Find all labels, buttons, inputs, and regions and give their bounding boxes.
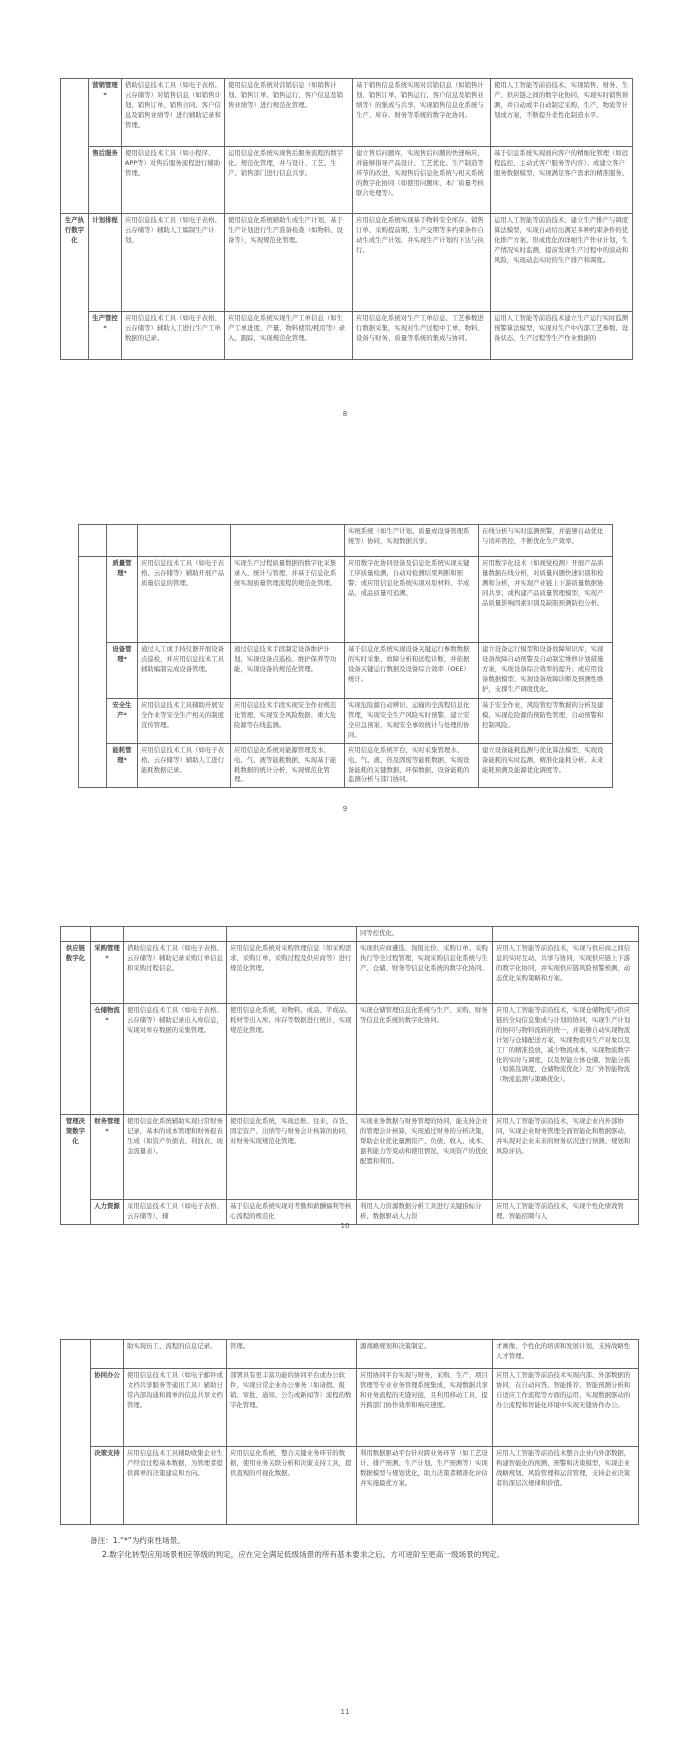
level-3-cell: 应用信息化系统实现基于物料安全库存、销售订单、采购提前期、生产交期等多约束条件自动生成生产计划，并实现生产计划的下达与执行。 xyxy=(353,214,491,312)
level-3-cell: 利用人力资源数据分析工具进行关键指标分析、数据驱动人力资 xyxy=(357,1199,493,1224)
level-3-cell: 实现供应商遴选、询报比价、采购订单、采购执行等全过程管理，实现采购信息化系统与生产、仓储、财务等信息化系统的数字化协同。 xyxy=(357,941,493,1003)
level-4-cell: 在线分析与实时监测预警，并能够自动优化与闭环管控，不断优化生产效率。 xyxy=(479,525,613,557)
scene-cell xyxy=(91,1340,124,1369)
scene-cell: 决策支持 xyxy=(91,1447,124,1525)
level-1-cell xyxy=(124,927,227,942)
level-3-cell: 实统系统（如生产计划、质量或设备管理系统等）协同，实现数据共享。 xyxy=(345,525,479,557)
level-4-cell: 应用人工智能等前沿技术，实现与供应商之间信息的实时互动、共享与协同，实现供应链上下游的数字化协同，并实现供应链风险预警预测、动态优化采购策略和方案。 xyxy=(493,941,639,1003)
level-2-cell: 使用信息化系统辅助生成生产计划，基于生产计划进行生产准备检查（如物料、设备等），实现规范化管理。 xyxy=(225,214,353,312)
level-2-cell: 运用信息化系统实现售后服务流程的数字化、规范化管理，并与设计、工艺、生产、销售部门进行信息共享。 xyxy=(225,147,353,214)
scene-cell: 能耗管理* xyxy=(107,743,138,788)
table-row xyxy=(79,699,613,744)
table-row xyxy=(61,147,633,214)
level-1-cell: 应用信息技术工具辅助收集企业生产经营过程基本数据，为管理者提供简单的决策建议和方向。 xyxy=(124,1447,227,1525)
scene-cell: 人力资源 xyxy=(91,1199,124,1224)
level-4-cell xyxy=(493,927,639,942)
level-1-cell: 通过人工或手持仪器开展设备点巡检，并应用信息技术工具辅助编制完成设备管理。 xyxy=(138,643,231,699)
footnotes xyxy=(90,1534,504,1563)
level-4-cell: 建立设备运行模型和设备故障知识库，实现设备故障自动预警及自动制定维修计划措施方案，实现设备综合效率的提升；或应用设备数据模型，实现设备故障诊断及预测性维护，支撑生产调度优化。 xyxy=(479,643,613,699)
level-3-cell: 利用数据驱动平台针对跨业务环节（如工艺设计、排产预测、生产计划、生产预测等）实现数据模型与规划优化，助力决策者精准化评估并实施最优方案。 xyxy=(357,1447,493,1525)
level-4-cell: 建立设备能耗监测与优化算法模型，实现设备能耗的实时监测，精准化能耗分析、未来能耗预测及能源优化调度等。 xyxy=(479,743,613,788)
scene-cell: 生产管控* xyxy=(89,312,122,360)
page-number: 10 xyxy=(340,1222,350,1230)
table-row xyxy=(61,1447,639,1525)
level-1-cell: 使用信息技术工具（如小程序、APP等）对售后服务流程进行辅助管理。 xyxy=(122,147,225,214)
level-3-cell: 实现业务数据与财务管理的协同，能支持企业的管理会计核算，实现通过财务的分析决策，帮助企业优化量测资产、负债、收入、成本、盈利能力等变动和使用情况，实现资产的优化配置和利用。 xyxy=(357,1114,493,1199)
domain-cell: 管理决策数字化 xyxy=(61,1114,91,1224)
level-2-cell: 通过信息技术手段制定设备维护计划，实现设备点巡检、维护保养等功能，实现设备的规范化管理。 xyxy=(231,643,345,699)
level-2-cell xyxy=(231,525,345,557)
level-2-cell: 管理。 xyxy=(227,1340,357,1369)
scene-cell xyxy=(107,525,138,557)
level-1-cell: 应用信息技术工具（如电子表格、云存储等）辅助人工进行生产工单数据的记录。 xyxy=(122,312,225,360)
table-row xyxy=(79,557,613,643)
table-page-10 xyxy=(60,926,639,1225)
table-row xyxy=(61,927,639,942)
page-number: 11 xyxy=(340,1708,350,1716)
level-2-cell: 应用信息化系统，整合关键业务环节的数据，使用业务关联分析和决策支持工具，提供直观的可视化数据。 xyxy=(227,1447,357,1525)
level-4-cell: 应用人工智能等前沿技术，实现企业内外部协同，实现企业财务管理全面智能化和数据驱动，并实现对企业未来的财务状况进行预测、规划和风险评估。 xyxy=(493,1114,639,1199)
scene-cell: 营销管理* xyxy=(89,79,122,147)
level-1-cell: 应用信息技术工具（如电子表格、云存储等）辅助人工编制生产计划。 xyxy=(122,214,225,312)
level-4-cell: 基于信息系统实现面向客户的精细化管理（如远程监控、主动式客户服务等内容）；或建立客户服务数据模型，实现满足客户需求的精准服务。 xyxy=(491,147,633,214)
level-3-cell: 实现危险源自动辨识、运输的全流程信息化管理，实现安全生产风险实时预警，建立安全应急预案，实现安全事故统计与处理的协同。 xyxy=(345,699,479,744)
table-row xyxy=(61,1114,639,1199)
level-3-cell: 同等控优化。 xyxy=(357,927,493,942)
level-3-cell: 建立售后问题库，实现售后问题的快速响应，并能够指导产品设计、工艺优化、生产制造等环节的改进，实现售后信息化系统与相关系统的数字化协同（如使用问题库、本厂质量考核联合处理等）。 xyxy=(353,147,491,214)
level-3-cell: 基于信息化系统实现设备关键运行参数数据的实时采集、故障分析和远程诊断，并依据设备关键运行数据及设备综合效率（OEE）统计。 xyxy=(345,643,479,699)
table-page-11 xyxy=(60,1339,639,1525)
page-number: 9 xyxy=(342,805,348,813)
level-2-cell: 基于信息化系统实现对考勤和薪酬福利等核心流程的规范化 xyxy=(227,1199,357,1224)
level-3-cell: 应用协同平台实现与财务、采购、生产、项目管理等专业业务管理系统集成，实现数据共享和业务流程的无缝对接，且利用移动工具，提升跨部门协作效率和响应速度。 xyxy=(357,1369,493,1447)
domain-cell xyxy=(61,1340,91,1525)
level-3-cell: 基于销售信息系统实现对营销信息（如销售计划、销售订单、销售运行、客户信息及销售业绩等）的集成与共享，实现销售信息化系统与生产、库存、财务等系统的数字化协同。 xyxy=(353,79,491,147)
level-2-cell: 应用信息技术手段实现安全作业规范化管理，实现安全风险数据、重大危险源等在线监测。 xyxy=(231,699,345,744)
level-1-cell: 使用信息技术工具（如电子表格、云存储等）辅助记录出入库信息，实现对库存数据的采集管理。 xyxy=(124,1003,227,1114)
level-1-cell: 应用信息技术工具（如电子表格、云存储等）辅助开展产品质量信息的管理。 xyxy=(138,557,231,643)
scene-cell: 协同办公 xyxy=(91,1369,124,1447)
level-1-cell: 使用信息技术工具（如电子邮件或文档共享服务等通讯工具）辅助日常内部沟通和简单的信息共享文档管理。 xyxy=(124,1369,227,1447)
table-row xyxy=(79,743,613,788)
table-page-8 xyxy=(60,78,633,360)
table-row xyxy=(61,1340,639,1369)
table-row xyxy=(61,79,633,147)
level-3-cell: 应用信息化系统对生产工单信息、工艺参数进行数据采集，实现对生产过程中工单、物料、设备与财务、质量等系统的集成与协同。 xyxy=(353,312,491,360)
domain-cell xyxy=(79,525,107,557)
domain-cell: 生产执行数字化 xyxy=(61,214,89,360)
level-1-cell: 采用信息技术工具（如电子表格、云存储等），辅 xyxy=(124,1199,227,1224)
table-row xyxy=(61,941,639,1003)
domain-cell xyxy=(79,557,107,788)
scene-cell: 售后服务 xyxy=(89,147,122,214)
level-1-cell: 使用信息化系统辅助实现日常财务记录，基本的成本管理和财务报表生成（如资产负债表、利润表、现金流量表）。 xyxy=(124,1114,227,1199)
level-2-cell: 应用信息化系统对采购管理信息（如采购需求、采购订单、采购过程及供应商等）进行规范化管理。 xyxy=(227,941,357,1003)
table-row xyxy=(61,214,633,312)
scene-cell: 安全生产* xyxy=(107,699,138,744)
level-1-cell: 借助信息技术工具（如电子表格、云存储等）对销售信息（如销售计划、销售订单、销售合同、客户信息及销售业绩等）进行辅助记录和管理。 xyxy=(122,79,225,147)
level-2-cell: 使用信息化系统，实现总账、往来、存货、固定资产、出纳等与财务会计核算的协同，对财务实现规范化管理。 xyxy=(227,1114,357,1199)
table-row xyxy=(61,312,633,360)
level-2-cell: 部署具有更丰富功能的协同平台或办公软件，实现日常企业办公事务（如请假、报销、审批、通知、公告或新闻等）流程的数字化管理。 xyxy=(227,1369,357,1447)
level-2-cell xyxy=(227,927,357,942)
level-3-cell: 应用信息化系统平台，实时采集管理水、电、气、液、热及固废等能耗数据，实现设备能耗的关键数据、环保数据、设备能耗的监测分析与部门协同。 xyxy=(345,743,479,788)
level-1-cell: 应用信息技术工具（如电子表格、云存储等）辅助人工进行能耗数据记录。 xyxy=(138,743,231,788)
level-1-cell: 助实现员工、流程的信息记录。 xyxy=(124,1340,227,1369)
domain-cell xyxy=(61,79,89,214)
level-2-cell: 实现生产过程质量数据的数字化采集录入、统计与管理，并基于信息化系统实现质量管理流程的规范化管理。 xyxy=(231,557,345,643)
level-4-cell: 基于安全作业、风险管控等数据的分析及建模，实现危险源的预防性管理，自动预警和控制风险。 xyxy=(479,699,613,744)
level-3-cell: 应用数字化协同设备及信息化系统实现关键工序质量检测，自动对检测结果判断和预警；或应用信息化系统实现对原材料、半成品、成品质量可追溯。 xyxy=(345,557,479,643)
level-4-cell: 应用人工智能等前沿技术实现内部、外部数据的协同，在自动问答、智能推荐、智能预测分析和自适应工作流程等方面的运用，实现数据驱动的办公流程和智能化环境中实现无缝协作办公。 xyxy=(493,1369,639,1447)
scene-cell: 计划排程 xyxy=(89,214,122,312)
scene-cell: 质量管理* xyxy=(107,557,138,643)
scene-cell: 设备管理* xyxy=(107,643,138,699)
level-4-cell: 才画像、个性化的培训和发展计划，支持战略性人才管理。 xyxy=(493,1340,639,1369)
level-4-cell: 使用人工智能等前沿技术，实现销售、财务、生产、供应链之间的数字化协同，实现实时销售预测，并自动或半自动制定采购、生产、物流等计划或方案，不断提升柔性化制造水平。 xyxy=(491,79,633,147)
table-row xyxy=(61,1003,639,1114)
level-3-cell: 实现仓储管理信息化系统与生产、采购、财务等信息化系统的数字化协同。 xyxy=(357,1003,493,1114)
table-row xyxy=(79,643,613,699)
domain-cell: 供应链数字化 xyxy=(61,941,91,1114)
domain-cell xyxy=(61,927,91,942)
level-4-cell: 运用人工智能等前沿技术，建立生产排产与调度算法模型，实现自动给出满足多种约束条件的优化排产方案，形成优化的详细生产作业计划，生产情况实时监测，提前发现生产过程中的波动和风险，实现动态实时的生产排产和调度。 xyxy=(491,214,633,312)
level-4-cell: 运用人工智能等前沿技术建立生产运行实时监测预警算法模型，实现对生产中内部工艺参数、设备状态、生产过程等生产作业数据的 xyxy=(491,312,633,360)
table-row xyxy=(61,1369,639,1447)
level-2-cell: 使用信息化系统对营销信息（如销售计划、销售订单、销售运行、客户信息及销售业绩等）进行规范化管理。 xyxy=(225,79,353,147)
footnote-1: 备注：1.“*”为约束性场景。 xyxy=(90,1536,185,1545)
footnote-2: 2.数字化转型应用场景相应等级的判定，应在完全满足低级场景的所有基本要求之后，方可进阶至更高一级场景的判定。 xyxy=(102,1550,505,1560)
level-1-cell: 借助信息技术工具（如电子表格、云存储等）辅助记录采购订单信息和采购过程信息。 xyxy=(124,941,227,1003)
scene-cell: 采购管理* xyxy=(91,941,124,1003)
level-1-cell: 应用信息技术工具辅助开展安全作业等安全生产相关的制度宣传管理。 xyxy=(138,699,231,744)
table-page-9 xyxy=(78,524,613,788)
level-4-cell: 应用人工智能等前沿技术整合企业内外部数据，构建智能化的预测、预警和决策模型，实现企业战略规划、风险管理和运营管理，支持企业决策者的深层次规律和价值。 xyxy=(493,1447,639,1525)
level-2-cell: 应用信息化系统对能源管理及水、电、气、液等能耗数据，实现基于能耗数据的统计分析，实现规范化管理。 xyxy=(231,743,345,788)
level-3-cell: 源战略规划和决策制定。 xyxy=(357,1340,493,1369)
level-4-cell: 应用数字化技术（如视觉检测）开展产品质量数据在线分析，对质量问题快速识别和检测和分析，并实现产业链上下游质量数据协同共享；或构建产品质量管理模型，实现产品质量影响因素识别及缺陷预测防控分析。 xyxy=(479,557,613,643)
level-2-cell: 使用信息化系统，对物料、成品、半成品、耗材等出入库、库存等数据进行统计，实现规范化管理。 xyxy=(227,1003,357,1114)
level-1-cell xyxy=(138,525,231,557)
table-row xyxy=(61,1199,639,1224)
scene-cell xyxy=(91,927,124,942)
scene-cell: 财务管理* xyxy=(91,1114,124,1199)
scene-cell: 仓储物流* xyxy=(91,1003,124,1114)
level-4-cell: 应用人工智能等前沿技术，实现仓储物流与供应链的全局信息集成与计划的协同，实现生产计划的协同与物料流转的统一，并能够自动实现物流计划与仓储配送方案，实现物流对生产对象以及工厂的精准投放，减少物流成本，实现物流数字化的实时与调度，以及智能立体仓储、智能分拣（如拣选调度、仓储物流优化）及厂外智能物流（物流监测与策略优化）。 xyxy=(493,1003,639,1114)
page-number: 8 xyxy=(342,410,348,418)
level-2-cell: 应用信息化系统实现生产工单信息（如生产工单进度、产量、物料使用/耗用等）录入、跟踪，实现规范化管理。 xyxy=(225,312,353,360)
table-row xyxy=(79,525,613,557)
level-4-cell: 应用人工智能等前沿技术，实现个性化绩效管理、智能招聘与人 xyxy=(493,1199,639,1224)
